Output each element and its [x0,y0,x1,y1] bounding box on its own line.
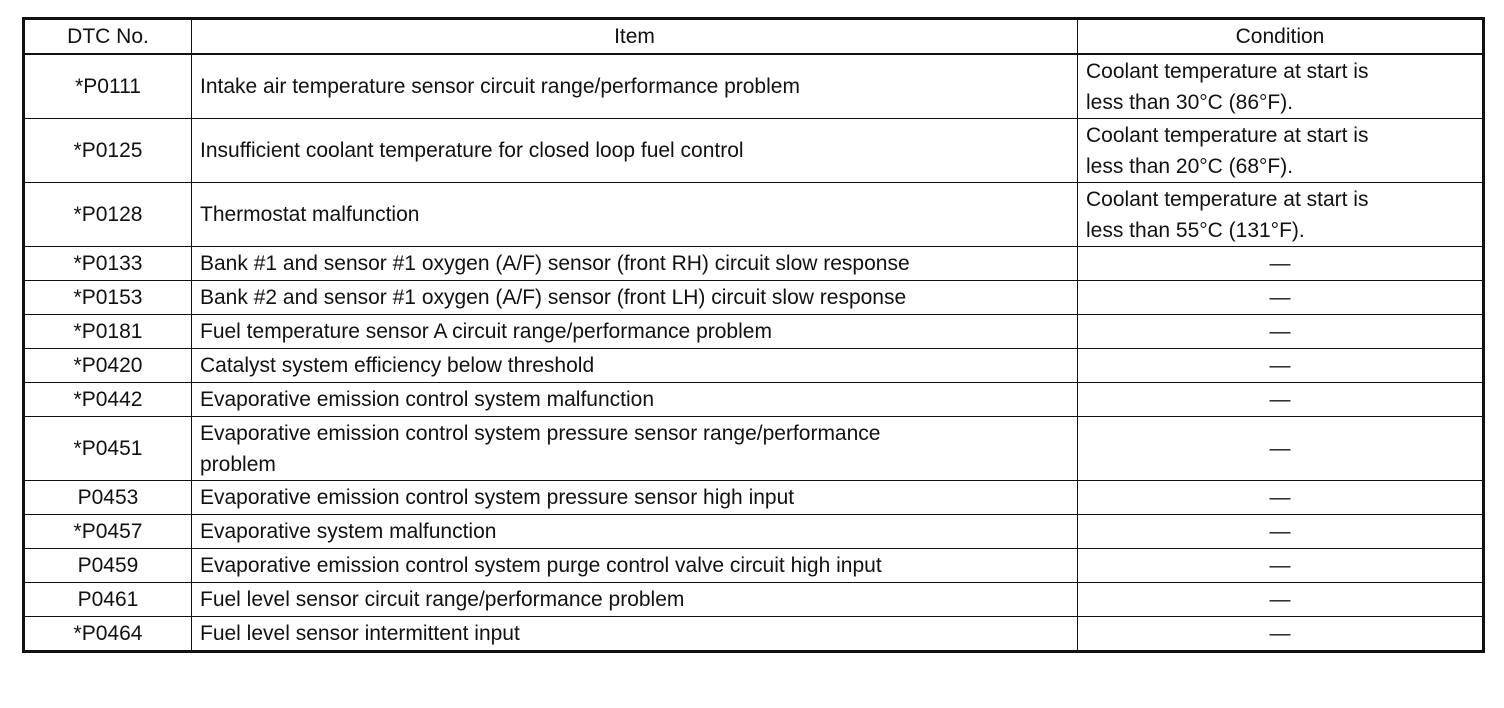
condition-line: less than 20°C (68°F). [1086,154,1294,178]
dtc-item: Bank #2 and sensor #1 oxygen (A/F) sensor (front LH) circuit slow response [192,281,1078,315]
dtc-condition: — [1078,417,1484,481]
dtc-code: *P0464 [24,617,192,652]
condition-line: less than 55°C (131°F). [1086,218,1305,242]
dtc-item: Thermostat malfunction [192,183,1078,247]
dtc-condition: — [1078,549,1484,583]
dtc-condition: — [1078,247,1484,281]
item-line: problem [200,452,276,476]
dtc-code: *P0451 [24,417,192,481]
dtc-code: *P0153 [24,281,192,315]
dtc-condition: — [1078,617,1484,652]
dtc-item: Fuel level sensor circuit range/performance problem [192,583,1078,617]
table-row [24,247,1484,281]
table-row [24,183,1484,247]
dtc-condition: — [1078,481,1484,515]
table-row [24,617,1484,652]
header-dtc-no: DTC No. [24,19,192,55]
dtc-item [192,417,1078,481]
table-row [24,417,1484,481]
dtc-item: Intake air temperature sensor circuit range/performance problem [192,54,1078,119]
dtc-condition [1078,54,1484,119]
dtc-code: *P0128 [24,183,192,247]
condition-line: Coolant temperature at start is [1086,123,1369,147]
dtc-item: Evaporative emission control system malfunction [192,383,1078,417]
dtc-condition: — [1078,383,1484,417]
table-row [24,54,1484,119]
dtc-item: Bank #1 and sensor #1 oxygen (A/F) sensor (front RH) circuit slow response [192,247,1078,281]
table-row [24,349,1484,383]
dtc-item: Fuel temperature sensor A circuit range/performance problem [192,315,1078,349]
dtc-code: *P0181 [24,315,192,349]
table-row [24,315,1484,349]
table-row [24,549,1484,583]
table-row [24,481,1484,515]
dtc-code: *P0111 [24,54,192,119]
table-row [24,515,1484,549]
dtc-condition: — [1078,315,1484,349]
dtc-code: *P0125 [24,119,192,183]
dtc-code: *P0457 [24,515,192,549]
table-row [24,281,1484,315]
condition-line: less than 30°C (86°F). [1086,90,1294,114]
dtc-condition: — [1078,515,1484,549]
dtc-item: Evaporative system malfunction [192,515,1078,549]
dtc-code: P0453 [24,481,192,515]
table-row [24,383,1484,417]
header-row [24,19,1484,55]
dtc-code: *P0420 [24,349,192,383]
table-row [24,119,1484,183]
dtc-condition [1078,183,1484,247]
dtc-code: P0459 [24,549,192,583]
item-line: Evaporative emission control system pressure sensor range/performance [200,421,881,445]
dtc-condition: — [1078,583,1484,617]
table-row [24,583,1484,617]
dtc-item: Evaporative emission control system pressure sensor high input [192,481,1078,515]
dtc-item: Insufficient coolant temperature for closed loop fuel control [192,119,1078,183]
condition-line: Coolant temperature at start is [1086,59,1369,83]
dtc-condition: — [1078,281,1484,315]
dtc-code: *P0133 [24,247,192,281]
dtc-item: Fuel level sensor intermittent input [192,617,1078,652]
header-item: Item [192,19,1078,55]
condition-line: Coolant temperature at start is [1086,187,1369,211]
dtc-condition: — [1078,349,1484,383]
dtc-code: P0461 [24,583,192,617]
dtc-item: Catalyst system efficiency below threshold [192,349,1078,383]
dtc-item: Evaporative emission control system purge control valve circuit high input [192,549,1078,583]
dtc-condition [1078,119,1484,183]
header-condition: Condition [1078,19,1484,55]
dtc-table [22,17,1485,653]
dtc-code: *P0442 [24,383,192,417]
